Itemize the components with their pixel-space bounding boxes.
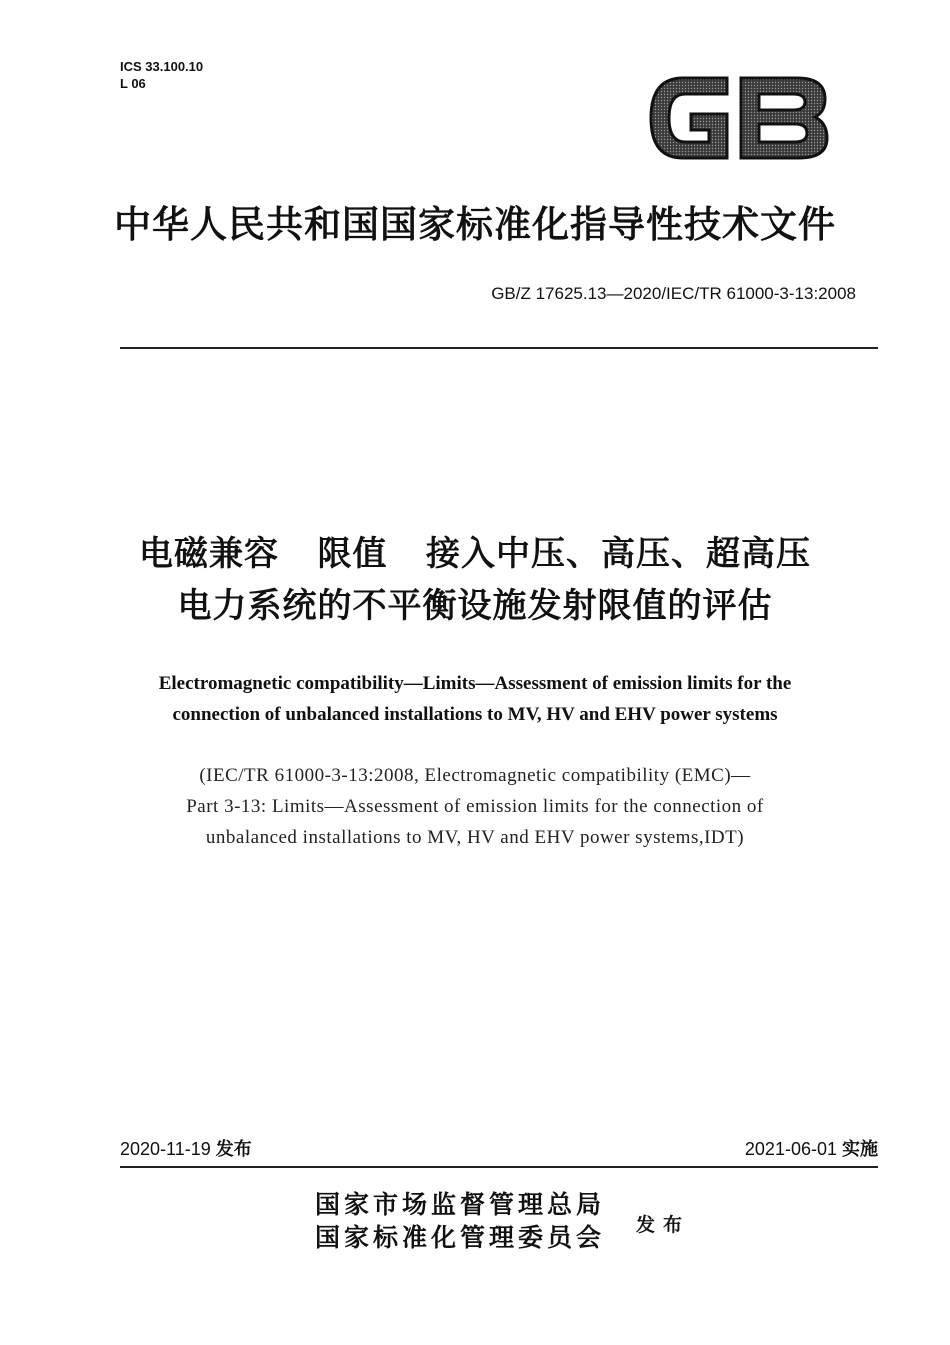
ccs-code: L 06 <box>120 76 146 91</box>
issue-label: 发布 <box>215 1139 252 1160</box>
chinese-title <box>0 528 950 632</box>
iec-equivalence-note <box>0 760 950 853</box>
issuing-authorities <box>315 1188 605 1254</box>
iec-note-line-3: unbalanced installations to MV, HV and EHV power systems,IDT) <box>205 827 745 848</box>
ics-classification <box>120 58 203 92</box>
implementation-label: 实施 <box>842 1139 878 1160</box>
issue-date: 2020-11-19 <box>120 1139 211 1159</box>
issue-date-block <box>120 1135 252 1161</box>
implementation-date: 2021-06-01 <box>744 1139 837 1159</box>
gb-logo-text: GB <box>645 72 647 73</box>
top-divider <box>120 347 878 349</box>
english-title-line-1: Electromagnetic compatibility—Limits—Assessment of emission limits for the <box>158 673 792 694</box>
bottom-divider <box>120 1166 878 1168</box>
iec-note-line-1: (IEC/TR 61000-3-13:2008, Electromagnetic compatibility (EMC)— <box>199 765 751 786</box>
chinese-title-line-2: 电力系统的不平衡设施发射限值的评估 <box>177 586 773 626</box>
document-type-heading: 中华人民共和国国家标准化指导性技术文件 <box>114 203 836 246</box>
issuers-publish-label: 发布 <box>636 1214 691 1236</box>
standard-number: GB/Z 17625.13—2020/IEC/TR 61000-3-13:2008 <box>491 284 856 303</box>
iec-note-line-2: Part 3-13: Limits—Assessment of emission limits for the connection of <box>186 796 764 817</box>
issuer-sac: 国家标准化管理委员会 <box>315 1223 606 1252</box>
gb-logo <box>645 72 830 164</box>
ics-code: ICS 33.100.10 <box>120 59 204 74</box>
implementation-date-block <box>745 1135 878 1161</box>
english-title <box>0 668 950 730</box>
issuer-samr: 国家市场监督管理总局 <box>315 1190 606 1219</box>
chinese-title-line-1: 电磁兼容 限值 接入中压、高压、超高压 <box>138 534 812 574</box>
english-title-line-2: connection of unbalanced installations to MV, HV and EHV power systems <box>172 704 778 725</box>
